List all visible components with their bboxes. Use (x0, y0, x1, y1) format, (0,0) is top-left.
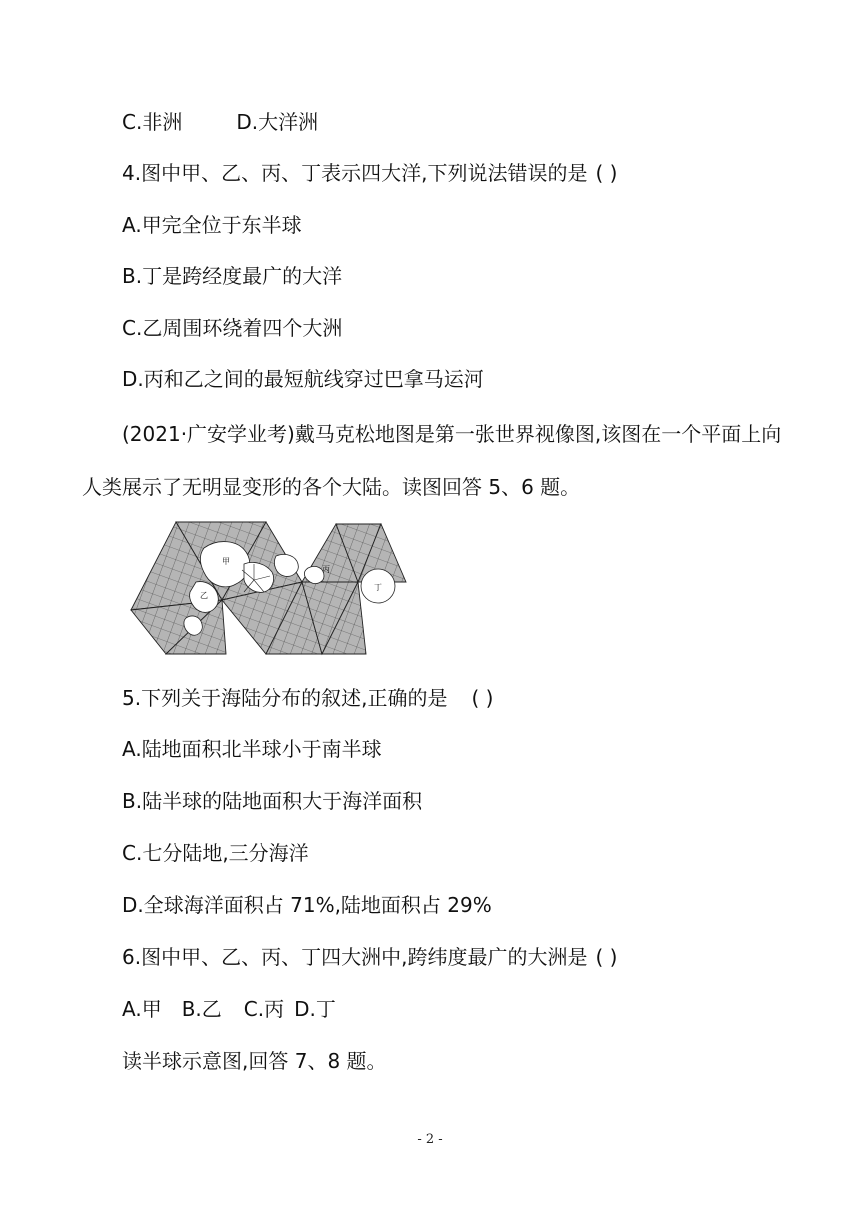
page-number: - 2 - (417, 1132, 443, 1147)
q5-option-d: D.全球海洋面积占 71%,陆地面积占 29% (122, 893, 492, 917)
q4-option-d: D.丙和乙之间的最短航线穿过巴拿马运河 (122, 367, 484, 391)
q6-option-b: B.乙 (181, 997, 222, 1021)
q5-option-a: A.陆地面积北半球小于南半球 (122, 737, 382, 761)
q3-options-line (122, 110, 318, 134)
q6-option-d: D.丁 (294, 997, 336, 1021)
q6-options-line (122, 997, 336, 1021)
option-c: C.非洲 (122, 110, 183, 134)
map-label-bing: 丙 (322, 565, 330, 574)
q4-option-c: C.乙周围环绕着四个大洲 (122, 316, 343, 340)
question-text: 5.下列关于海陆分布的叙述,正确的是 (122, 686, 448, 710)
question-6-stem (122, 945, 617, 969)
dymaxion-map-figure (126, 520, 408, 656)
intro-5-6-line1: (2021·广安学业考)戴马克松地图是第一张世界视像图,该图在一个平面上向 (122, 422, 782, 446)
question-text: 4.图中甲、乙、丙、丁表示四大洋,下列说法错误的是 (122, 161, 588, 185)
q5-option-c: C.七分陆地,三分海洋 (122, 841, 309, 865)
answer-blank: ( ) (595, 161, 618, 185)
option-d: D.大洋洲 (236, 110, 319, 134)
map-label-jia: 甲 (222, 557, 230, 566)
answer-blank: ( ) (595, 945, 618, 969)
question-text: 6.图中甲、乙、丙、丁四大洲中,跨纬度最广的大洲是 (122, 945, 588, 969)
q6-option-c: C.丙 (243, 997, 285, 1021)
answer-blank: ( ) (471, 686, 494, 710)
intro-5-6-line2: 人类展示了无明显变形的各个大陆。读图回答 5、6 题。 (82, 475, 581, 499)
map-label-ding: 丁 (374, 583, 382, 592)
q5-option-b: B.陆半球的陆地面积大于海洋面积 (122, 789, 423, 813)
q6-option-a: A.甲 (122, 997, 162, 1021)
q4-option-b: B.丁是跨经度最广的大洋 (122, 264, 343, 288)
question-5-stem (122, 686, 493, 710)
q4-option-a: A.甲完全位于东半球 (122, 213, 302, 237)
intro-7-8: 读半球示意图,回答 7、8 题。 (122, 1049, 387, 1073)
question-4-stem (122, 161, 617, 185)
map-label-yi: 乙 (200, 591, 208, 600)
